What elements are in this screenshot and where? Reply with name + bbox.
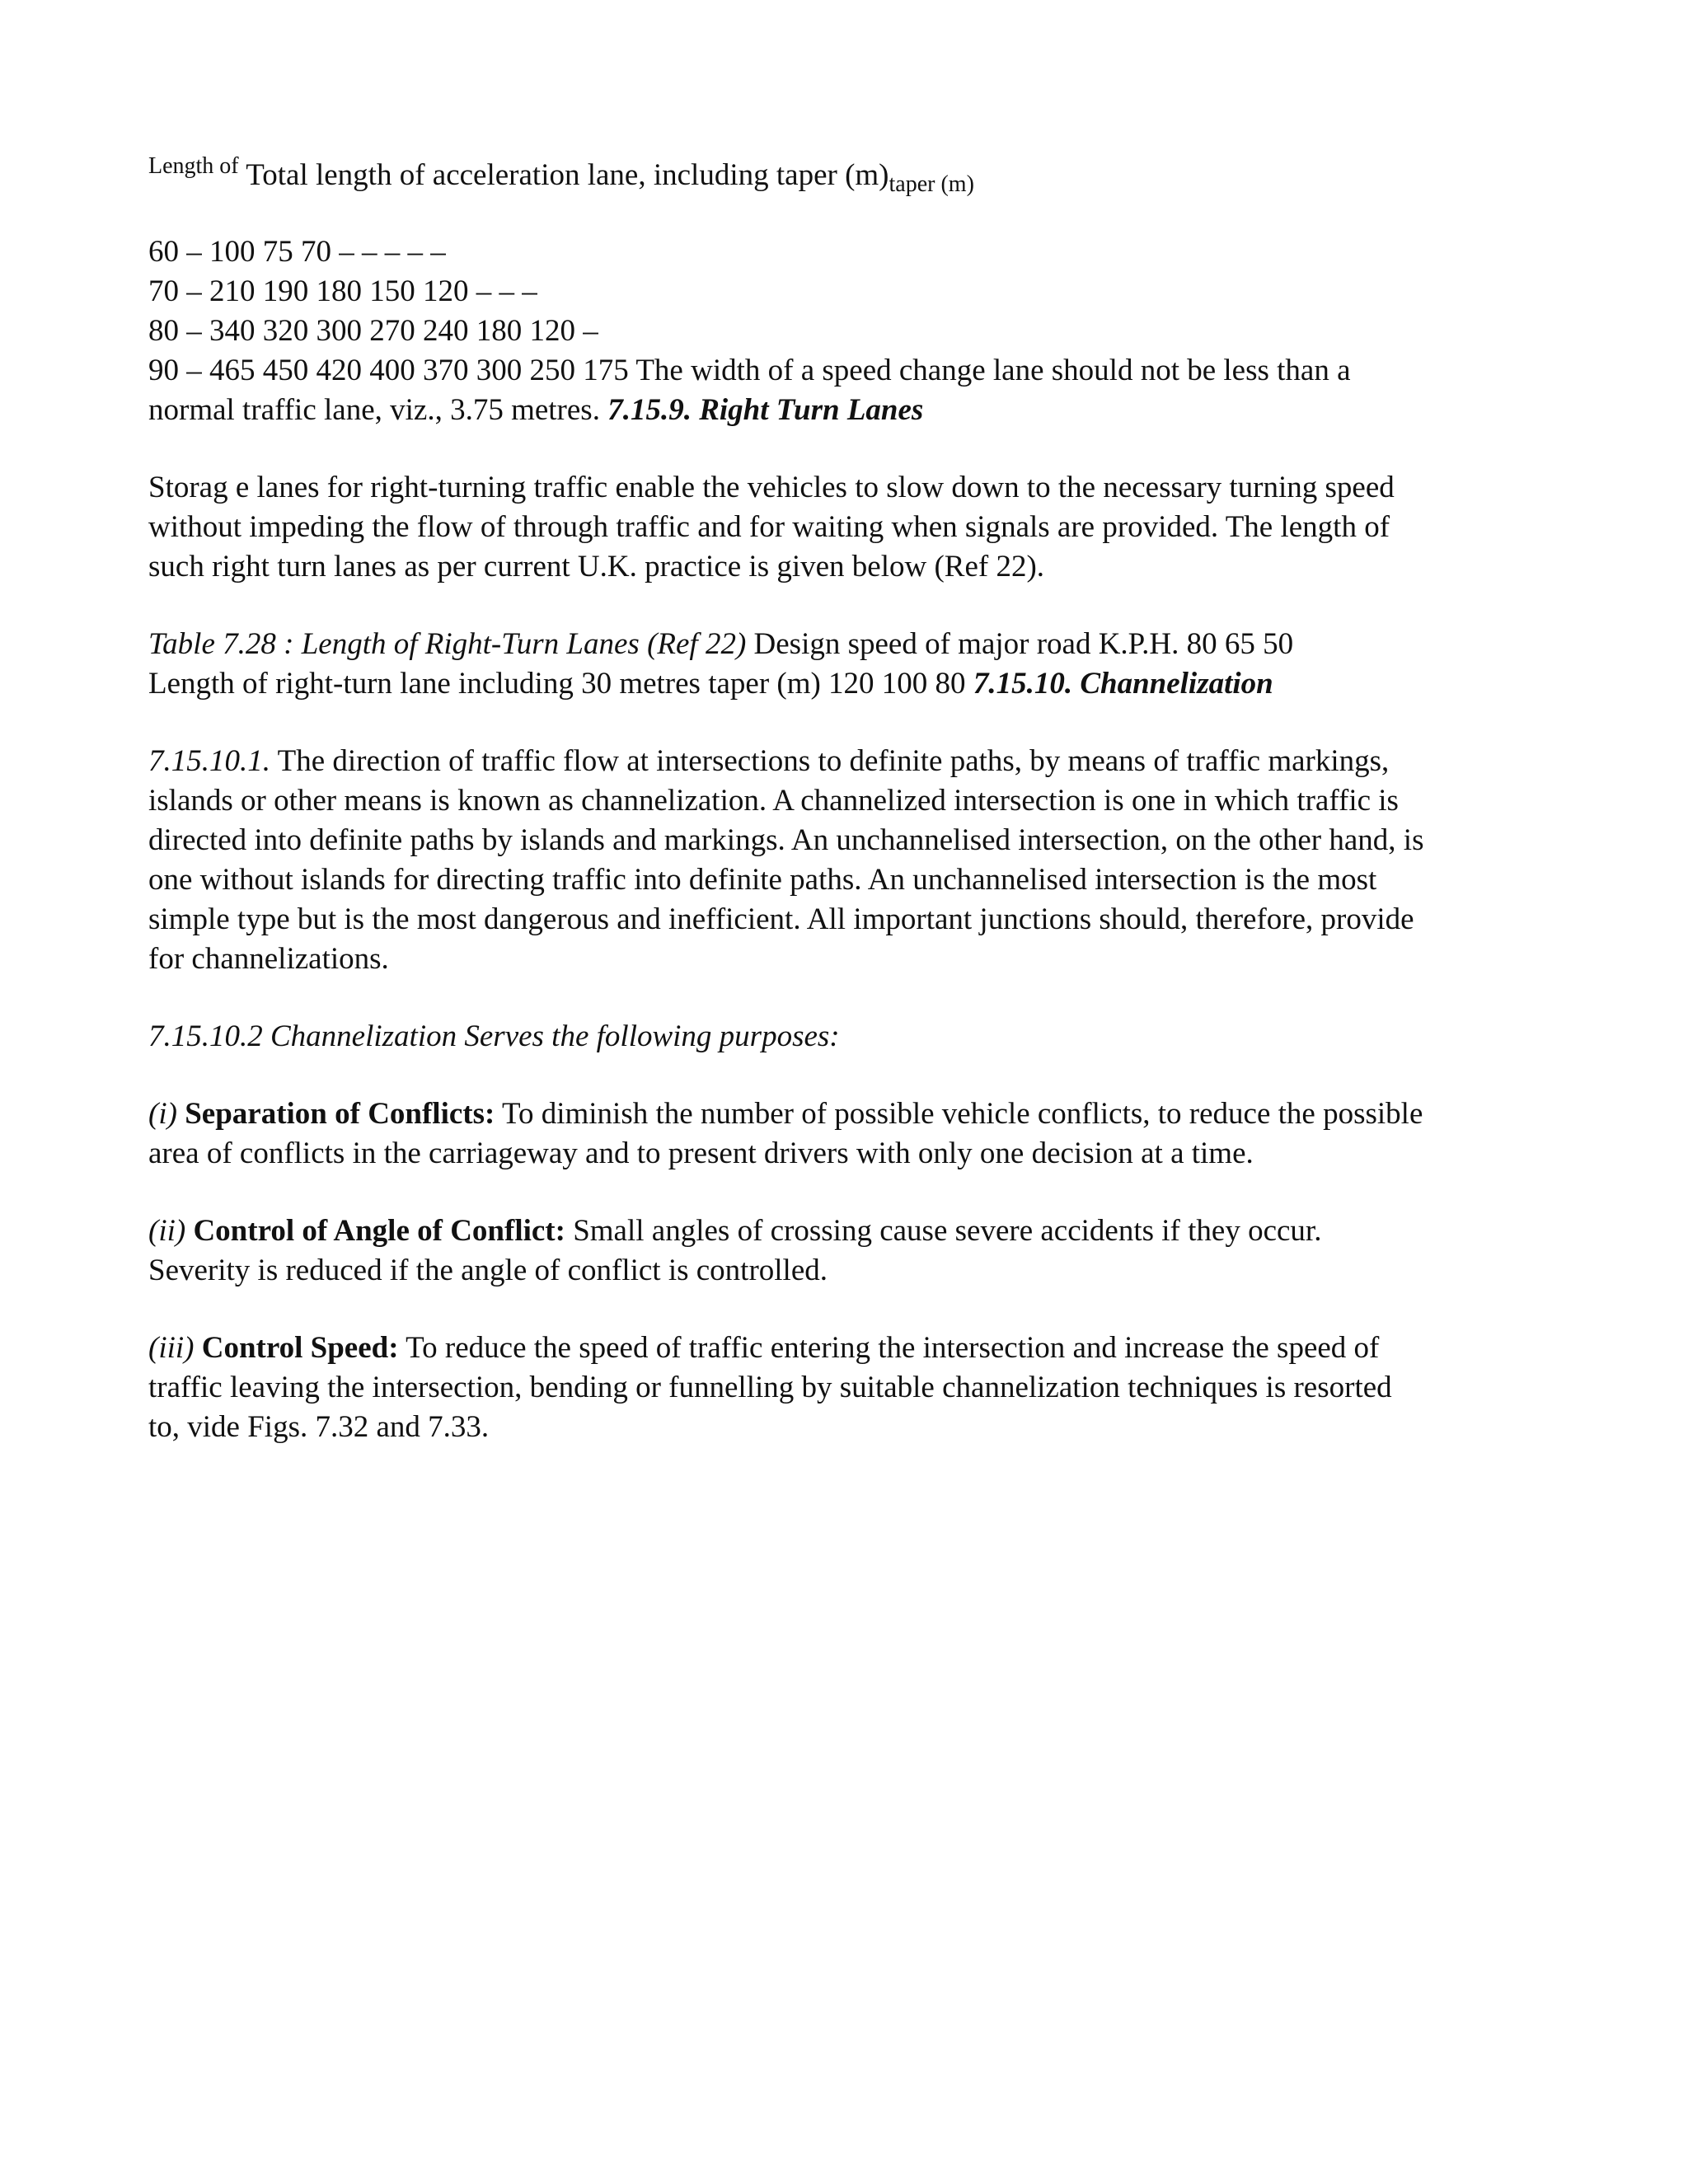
table-row-last xyxy=(148,391,1550,430)
purpose-line: to, vide Figs. 7.32 and 7.33. xyxy=(148,1410,490,1444)
header-main-text: Total length of acceleration lane, including taper (m) xyxy=(246,158,889,192)
item-text: To reduce the speed of traffic entering the intersection and increase the speed of xyxy=(406,1331,1380,1365)
paragraph-line: directed into definite paths by islands and markings. An unchannelised intersection, on the other hand, is xyxy=(148,823,1424,857)
header-lead-small: Length of xyxy=(148,153,239,179)
section-heading-channelization: 7.15.10. Channelization xyxy=(973,667,1273,701)
paragraph-number: 7.15.10.1. xyxy=(148,744,270,778)
paragraph-line: simple type but is the most dangerous and inefficient. All important junctions should, therefore, provide xyxy=(148,902,1414,936)
paragraph-line: such right turn lanes as per current U.K. practice is given below (Ref 22). xyxy=(148,550,1045,583)
paragraph-line: Storag e lanes for right-turning traffic enable the vehicles to slow down to the necessary turning speed xyxy=(148,471,1395,504)
paragraph-text: The direction of traffic flow at intersections to definite paths, by means of traffic markings, xyxy=(277,744,1390,778)
table-header-line xyxy=(148,147,1550,204)
purpose-line xyxy=(148,1094,1550,1134)
table-7-28 xyxy=(148,625,1550,704)
header-trail-small: taper (m) xyxy=(889,171,974,197)
item-number: (i) xyxy=(148,1097,177,1131)
paragraph-line: for channelizations. xyxy=(148,942,389,976)
paragraph-line: one without islands for directing traffic into definite paths. An unchannelised intersection is the most xyxy=(148,863,1377,897)
paragraph-line: without impeding the flow of through traffic and for waiting when signals are provided. The length of xyxy=(148,510,1390,544)
purpose-line xyxy=(148,1212,1550,1251)
table-row: 70 – 210 190 180 150 120 – – – xyxy=(148,274,537,308)
table-7-28-row-1 xyxy=(148,625,1550,664)
section-heading-right-turn-lanes: 7.15.9. Right Turn Lanes xyxy=(607,393,924,427)
paragraph-7-15-10-1 xyxy=(148,742,1550,979)
purpose-item-ii xyxy=(148,1212,1550,1291)
table-row: 60 – 100 75 70 – – – – – xyxy=(148,235,446,269)
item-title: Control Speed: xyxy=(201,1331,399,1365)
acceleration-table-rows xyxy=(148,232,1550,430)
purpose-item-i xyxy=(148,1094,1550,1174)
item-text: Small angles of crossing cause severe accidents if they occur. xyxy=(573,1214,1322,1248)
purpose-line: area of conflicts in the carriageway and to present drivers with only one decision at a time. xyxy=(148,1137,1254,1170)
item-title: Control of Angle of Conflict: xyxy=(193,1214,565,1248)
storage-lanes-paragraph xyxy=(148,468,1550,587)
purpose-line: Severity is reduced if the angle of conflict is controlled. xyxy=(148,1254,828,1287)
item-title: Separation of Conflicts: xyxy=(185,1097,495,1131)
purpose-item-iii xyxy=(148,1329,1550,1447)
purpose-line xyxy=(148,1329,1550,1368)
paragraph-line xyxy=(148,742,1550,781)
item-text: To diminish the number of possible vehicle conflicts, to reduce the possible xyxy=(501,1097,1423,1131)
table-row: 90 – 465 450 420 400 370 300 250 175 The width of a speed change lane should not be less than a xyxy=(148,354,1351,387)
purpose-line: traffic leaving the intersection, bending or funnelling by suitable channelization techniques is resorted xyxy=(148,1371,1392,1404)
paragraph-line: islands or other means is known as channelization. A channelized intersection is one in which traffic is xyxy=(148,784,1399,818)
document-body xyxy=(148,147,1550,1485)
item-number: (ii) xyxy=(148,1214,186,1248)
table-7-28-design-speed: Design speed of major road K.P.H. 80 65 50 xyxy=(753,627,1294,661)
table-caption: Table 7.28 : Length of Right-Turn Lanes (Ref 22) xyxy=(148,627,747,661)
table-7-28-lane-length: Length of right-turn lane including 30 metres taper (m) 120 100 80 xyxy=(148,667,966,701)
item-number: (iii) xyxy=(148,1331,195,1365)
speed-lane-width-text: normal traffic lane, viz., 3.75 metres. xyxy=(148,393,600,427)
paragraph-7-15-10-2 xyxy=(148,1017,1550,1057)
table-row: 80 – 340 320 300 270 240 180 120 – xyxy=(148,314,598,348)
subheading-purposes: 7.15.10.2 Channelization Serves the following purposes: xyxy=(148,1019,840,1053)
table-7-28-row-2 xyxy=(148,664,1550,704)
